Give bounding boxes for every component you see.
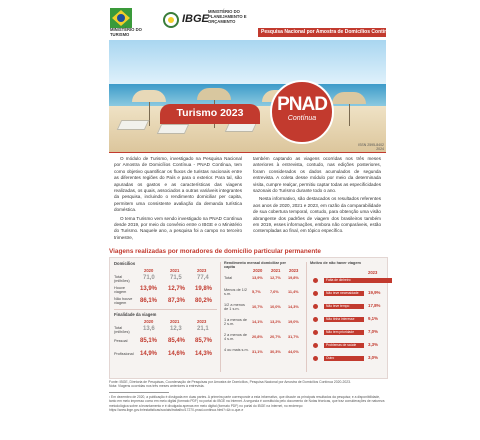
beach-umbrella xyxy=(132,90,166,102)
row-label: Não houve viagem xyxy=(114,297,133,306)
footnote-divider xyxy=(109,392,169,393)
row-label: 2 a menos de 4 s.m. xyxy=(224,333,248,342)
section-domicilios: Domicílios xyxy=(114,261,136,266)
value: 14,3% xyxy=(195,351,213,357)
motivo-bar xyxy=(324,278,392,283)
divider xyxy=(109,152,386,153)
source-text: Fonte: IBGE, Diretoria de Pesquisas, Coordenação de Pesquisas por Amostra de Domicílios, Pesquisa Nacional por Amostra de Domicílios Contínua 2020-2023. xyxy=(109,380,351,384)
row-label: Total (milhões) xyxy=(114,326,130,335)
motivo-row xyxy=(310,355,385,362)
value: 21,1 xyxy=(197,326,209,332)
divider xyxy=(306,262,307,372)
value: 12,7% xyxy=(168,286,186,292)
pnad-logo-sub: Contínua xyxy=(287,115,317,122)
value: 10,7% xyxy=(252,305,263,309)
row-label: Total xyxy=(224,276,233,280)
divider xyxy=(114,309,217,310)
year-header: 2023 xyxy=(289,268,299,273)
value: 85,1% xyxy=(140,338,158,344)
year-header: 2020 xyxy=(144,268,154,273)
row-label: Pessoal xyxy=(114,339,128,343)
row-label: 1/2 a menos de 1 s.m. xyxy=(224,303,245,312)
value: 31,7% xyxy=(288,335,299,339)
value: 13,6 xyxy=(143,326,155,332)
value: 30,3% xyxy=(270,350,281,354)
motivo-value: 19,9% xyxy=(368,290,381,295)
value: 10,0% xyxy=(270,305,281,309)
paragraph: O módulo de Turismo, investigado na Pesquisa Nacional por Amostra de Domicílios Contínua - PNAD Contínua, tem como objetivo quantificar os fluxos de turistas nacionais entre as diferentes regiões do País e para o exterior. Para tal, são apuradas os gastos e as características das viagens realizadas, os quais, associados a outras variáveis integrantes da pesquisa, incluindo o rendimento domiciliar per capita, permitem uma consistente avaliação da demanda turística doméstica. xyxy=(114,156,242,213)
pnad-logo xyxy=(270,80,334,144)
value: 14,3% xyxy=(288,305,299,309)
footer-source xyxy=(109,380,386,388)
motivo-row xyxy=(310,277,385,284)
value: 12,3 xyxy=(170,326,182,332)
motivo-bar xyxy=(324,356,364,361)
value: 11,4% xyxy=(288,290,299,294)
infographic-title: Viagens realizadas por moradores de domicílio particular permanente xyxy=(109,248,321,255)
value: 85,7% xyxy=(195,338,213,344)
year-header: 2023 xyxy=(197,319,207,324)
motivo-label: Não tinha interesse xyxy=(326,317,355,321)
motivo-row xyxy=(310,329,385,336)
ibge-label: IBGE xyxy=(182,13,209,25)
motivo-bar xyxy=(324,317,364,322)
value: 13,9% xyxy=(252,276,263,280)
year-header: 2020 xyxy=(253,268,263,273)
value: 87,3% xyxy=(168,298,186,304)
year-header: 2023 xyxy=(368,270,378,275)
motivo-bar xyxy=(324,291,364,296)
motivo-row xyxy=(310,303,385,310)
motivo-value: 40,1% xyxy=(368,277,381,282)
motivo-label: Não teve tempo xyxy=(326,304,350,308)
header xyxy=(0,0,480,44)
motivo-icon xyxy=(313,278,318,283)
row-label: Menos de 1/2 s.m. xyxy=(224,288,248,297)
motivo-list xyxy=(310,277,385,367)
value: 19,0% xyxy=(288,320,299,324)
hero-beach-image xyxy=(109,40,386,152)
value: 14,6% xyxy=(168,351,186,357)
value: 14,9% xyxy=(140,351,158,357)
value: 5,7% xyxy=(252,290,261,294)
motivo-icon xyxy=(313,304,318,309)
motivo-icon xyxy=(313,317,318,322)
value: 19,8% xyxy=(288,276,299,280)
beach-chair xyxy=(117,120,150,130)
value: 86,1% xyxy=(140,298,158,304)
footnote: ¹ Em dezembro de 2020, a publicação é divulgada em duas partes. A primeira parte corresponde a esta informativo, que discute os principais resultados da pesquisa; e a disponibilidade, tanto em meio impresso como em meio digital (formato PDF) no portal do IBGE na Internet. A segunda é constituída pelo documento de Notas técnicas, que traz considerações de natureza metodológica sobre a levantamento e é divulgada apenas em meio digital (formato PDF) no portal do IBGE na Internet, no endereço: https://www.ibge.gov.br/estatisticas/sociais/trabalho/17270-pnad-continua.html?=&t=o-que-e xyxy=(109,395,385,412)
edition-info xyxy=(354,143,384,152)
motivo-icon xyxy=(313,343,318,348)
value: 12,7% xyxy=(270,276,281,280)
motivo-icon xyxy=(313,330,318,335)
motivo-icon xyxy=(313,356,318,361)
motivo-row xyxy=(310,342,385,349)
year-header: 2021 xyxy=(271,268,281,273)
title-box xyxy=(160,104,260,124)
value: 14,1% xyxy=(252,320,263,324)
row-label: Total (milhões) xyxy=(114,275,130,284)
motivo-label: Não teve necessidade xyxy=(326,291,359,295)
value: 20,7% xyxy=(270,335,281,339)
page-title: Turismo 2023 xyxy=(176,107,244,119)
motivo-label: Falta de dinheiro xyxy=(326,278,351,282)
motivo-label: Não tem prioridade xyxy=(326,330,355,334)
paragraph: O tema Turismo vem sendo investigado na PNAD Contínua desde 2019, por meio do convênio entre o IBGE e o Ministério do Turismo. Naquele ano, a pesquisa foi a campo no terceiro trimestre, xyxy=(114,215,242,240)
motivo-row xyxy=(310,290,385,297)
value: 85,4% xyxy=(168,338,186,344)
motivo-bar xyxy=(324,343,364,348)
motivo-label: Outro xyxy=(326,356,335,360)
row-label: Profissional xyxy=(114,352,134,356)
motivo-value: 7,0% xyxy=(368,329,379,334)
text-column-1 xyxy=(114,156,242,243)
ministerio-planejamento-label: MINISTÉRIO DO PLANEJAMENTO E ORÇAMENTO xyxy=(208,9,247,24)
year-header: 2021 xyxy=(170,268,180,273)
motivo-bar xyxy=(324,304,364,309)
text-column-2 xyxy=(253,156,381,237)
paragraph: Nesta informativo, são destacados os resultados referentes aos anos de 2020, 2021 e 2023, em razão da comparabilidade de sua cobertura temporal, contudo, para obtenção uma visão abrangente dos padrões de viagem dos brasileiros também em 2019, esses informações, embora não comparáveis, estão contempladas ao final, em tópico específico. xyxy=(253,196,381,234)
value: 77,4 xyxy=(197,275,209,281)
motivo-value: 17,8% xyxy=(368,303,381,308)
value: 71,0 xyxy=(143,275,155,281)
year-header: 2021 xyxy=(170,319,180,324)
divider xyxy=(220,262,221,372)
pnad-bar: Pesquisa Nacional por Amostra de Domicílios Contínua xyxy=(258,28,386,37)
paragraph: também captando as viagens ocorridas nos três meses anteriores à entrevista, contudo, nas edições posteriores, foram considerados os dados acumulados de segunda entrevista. A coleta desse módulo por meio da determinada visita, cumpre realçar, permitiu captar todas as especificidades sazonais do Turismo durante todo o ano. xyxy=(253,156,381,194)
section-motivo: Motivo de não haver viagem xyxy=(310,261,361,265)
value: 80,2% xyxy=(195,298,213,304)
beach-umbrella xyxy=(197,88,231,100)
value: 19,8% xyxy=(195,286,213,292)
section-rendimento: Rendimento mensal domiciliar per capita xyxy=(224,261,287,270)
motivo-label: Problemas de saúde xyxy=(326,343,357,347)
section-finalidade: Finalidade da viagem xyxy=(114,312,157,317)
motivo-value: 3,3% xyxy=(368,342,379,347)
value: 71,5 xyxy=(170,275,182,281)
edition-year: 2024 xyxy=(376,147,384,152)
value: 31,1% xyxy=(252,350,263,354)
motivo-row xyxy=(310,316,385,323)
sky xyxy=(109,40,386,84)
motivo-icon xyxy=(313,291,318,296)
pnad-logo-text: PNAD xyxy=(277,94,327,115)
beach-umbrella xyxy=(332,92,366,104)
value: 13,2% xyxy=(270,320,281,324)
motivo-value: 3,0% xyxy=(368,355,379,360)
edition-issn: ISSN 2595-8402 xyxy=(358,143,384,147)
note-text: Nota: Viagens ocorridas nos três meses anteriores à entrevista. xyxy=(109,384,205,389)
year-header: 2023 xyxy=(197,268,207,273)
row-label: 4 ou mais s.m. xyxy=(224,348,249,352)
brazil-flag-icon xyxy=(110,8,132,28)
value: 20,8% xyxy=(252,335,263,339)
year-header: 2020 xyxy=(144,319,154,324)
ministerio-turismo-label: MINISTÉRIO DO TURISMO xyxy=(110,27,142,37)
infographic xyxy=(109,257,388,379)
value: 44,0% xyxy=(288,350,299,354)
row-label: 1 a menos de 2 s.m. xyxy=(224,318,248,327)
value: 13,9% xyxy=(140,286,158,292)
value: 7,6% xyxy=(270,290,279,294)
row-label: Houve viagem xyxy=(114,286,127,295)
beach-chair xyxy=(157,124,190,134)
motivo-value: 9,1% xyxy=(368,316,379,321)
motivo-bar xyxy=(324,330,364,335)
